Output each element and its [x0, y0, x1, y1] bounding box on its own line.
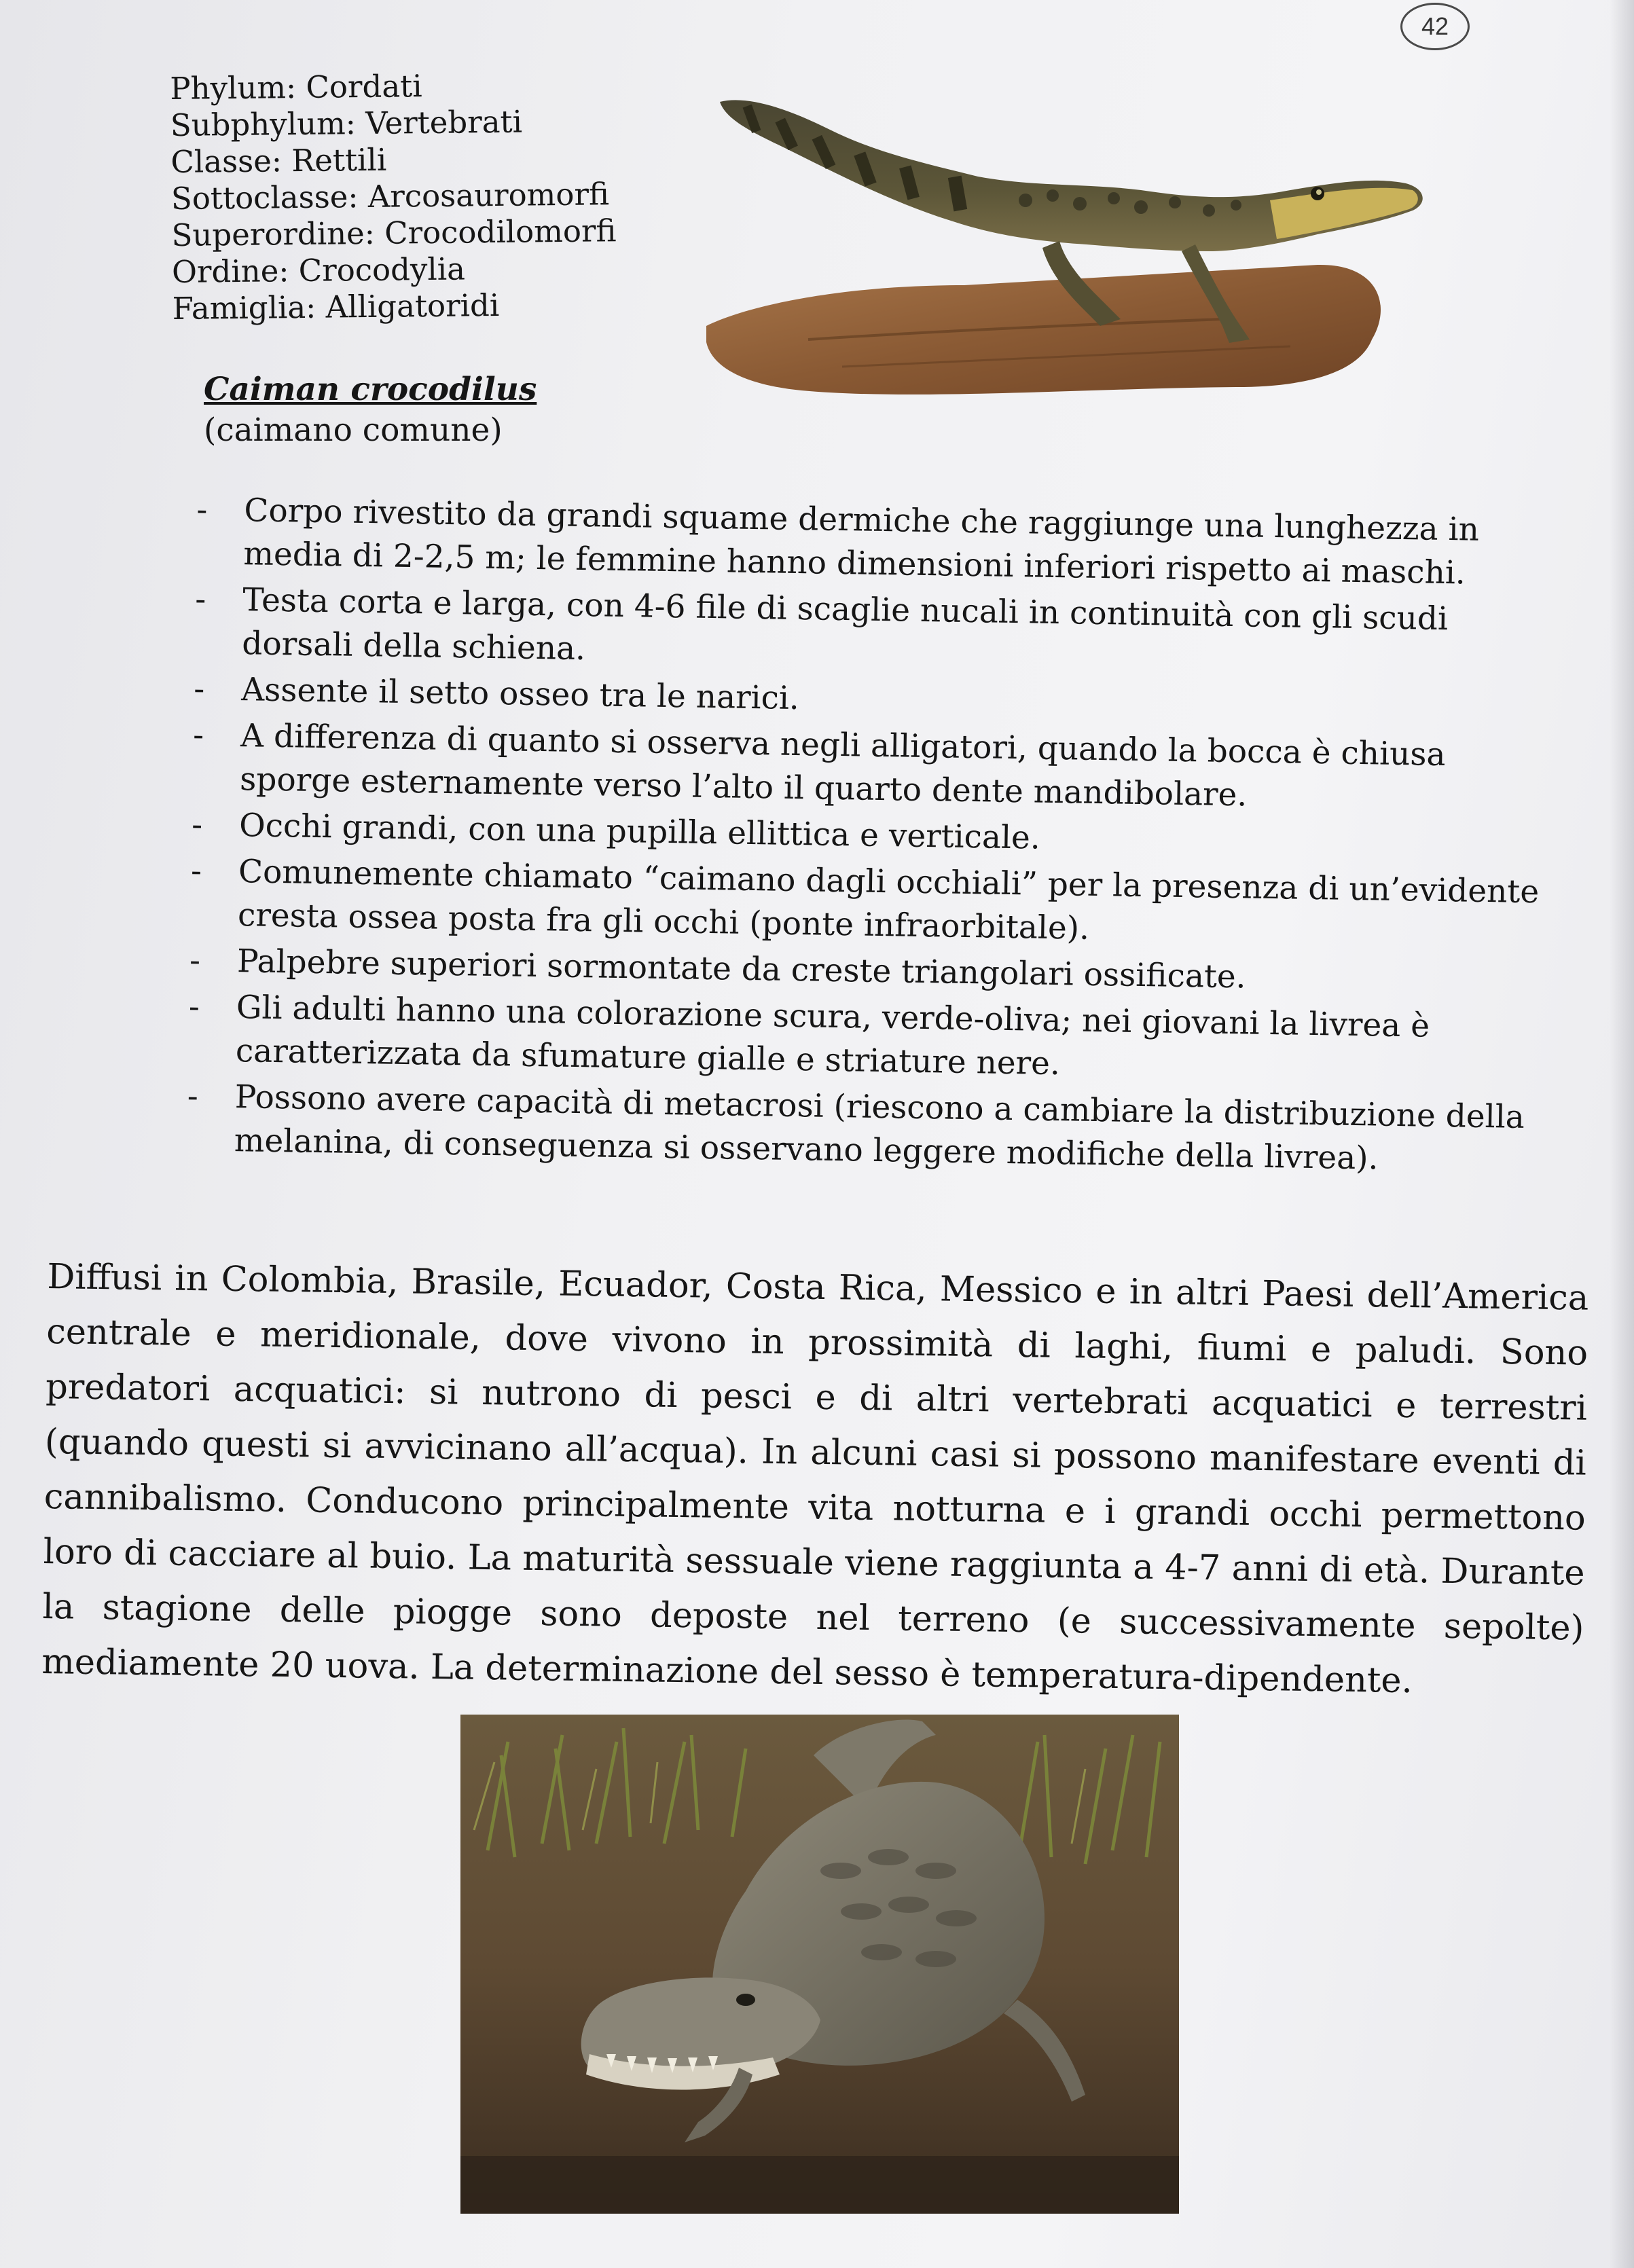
characteristics-list — [139, 488, 1568, 1186]
taxonomy-class: Classe: Rettili — [170, 141, 387, 180]
species-common-name: (caimano comune) — [204, 411, 503, 449]
description-paragraph: Diffusi in Colombia, Brasile, Ecuador, Costa Rica, Messico e in altri Paesi dell’America centrale e meridionale, dove vivono in prossimità di laghi, fiumi e paludi. Sono predatori acquatici: si nutrono di pesci e di altri vertebrati acquatici e terrestri (quando questi si avvicinano all’acqua). In alcuni casi si possono manifestare eventi di cannibalismo. Conducono principalmente vita notturna e i grandi occhi permettono loro di cacciare al buio. La maturità sessuale viene raggiunta a 4-7 anni di età. Durante la stagione delle piogge sono deposte nel terreno (e successivamente sepolte) mediamente 20 uova. La determinazione del sesso è temperatura-dipendente. — [41, 1256, 1589, 1702]
taxonomy-subclass: Sottoclasse: Arcosauromorfi — [170, 176, 610, 217]
species-scientific-name: Caiman crocodilus — [204, 371, 537, 408]
taxonomy-subphylum: Subphylum: Vertebrati — [170, 103, 523, 143]
taxonomy-phylum: Phylum: Cordati — [170, 68, 422, 107]
taxonomy-family: Famiglia: Alligatoridi — [172, 287, 500, 327]
list-item: - Possono avere capacità di metacrosi (riescono a cambiare la distribuzione della melanina, di conseguenza si osservano leggere modifiche della livrea). — [139, 1074, 1559, 1184]
page-number: 42 — [1400, 3, 1470, 50]
caiman-illustration — [706, 81, 1440, 401]
taxonomy-list — [170, 65, 661, 327]
list-item: - Comunemente chiamato “caimano dagli occhiali” per la presenza di un’evidente cresta ossea posta fra gli occhi (ponte infraorbitale). — [143, 849, 1563, 958]
species-heading — [204, 369, 537, 451]
wood-log — [706, 265, 1381, 395]
caiman-photo — [460, 1715, 1179, 2214]
taxonomy-superorder: Superordine: Crocodilomorfi — [171, 213, 617, 253]
list-item: - Corpo rivestito da grandi squame dermiche che raggiunge una lunghezza in media di 2-2,5 m; le femmine hanno dimensioni inferiori rispetto ai maschi. — [148, 488, 1569, 597]
taxonomy-order: Ordine: Crocodylia — [171, 251, 466, 290]
list-item: - Gli adulti hanno una colorazione scura, verde-oliva; nei giovani la livrea è caratterizzata da sfumature gialle e striature nere. — [140, 985, 1561, 1094]
list-item: - Testa corta e larga, con 4-6 file di scaglie nucali in continuità con gli scudi dorsali della schiena. — [147, 577, 1567, 687]
page-edge-shadow — [1610, 0, 1634, 2268]
list-item: - Assente il setto osseo tra le narici. — [146, 667, 1566, 733]
list-item: - A differenza di quanto si osserva negli alligatori, quando la bocca è chiusa sporge esternamente verso l’alto il quarto dente mandibolare. — [145, 713, 1565, 822]
list-item: - Palpebre superiori sormontate da creste triangolari ossificate. — [142, 938, 1562, 1004]
list-item: - Occhi grandi, con una pupilla ellittica e verticale. — [144, 803, 1564, 868]
